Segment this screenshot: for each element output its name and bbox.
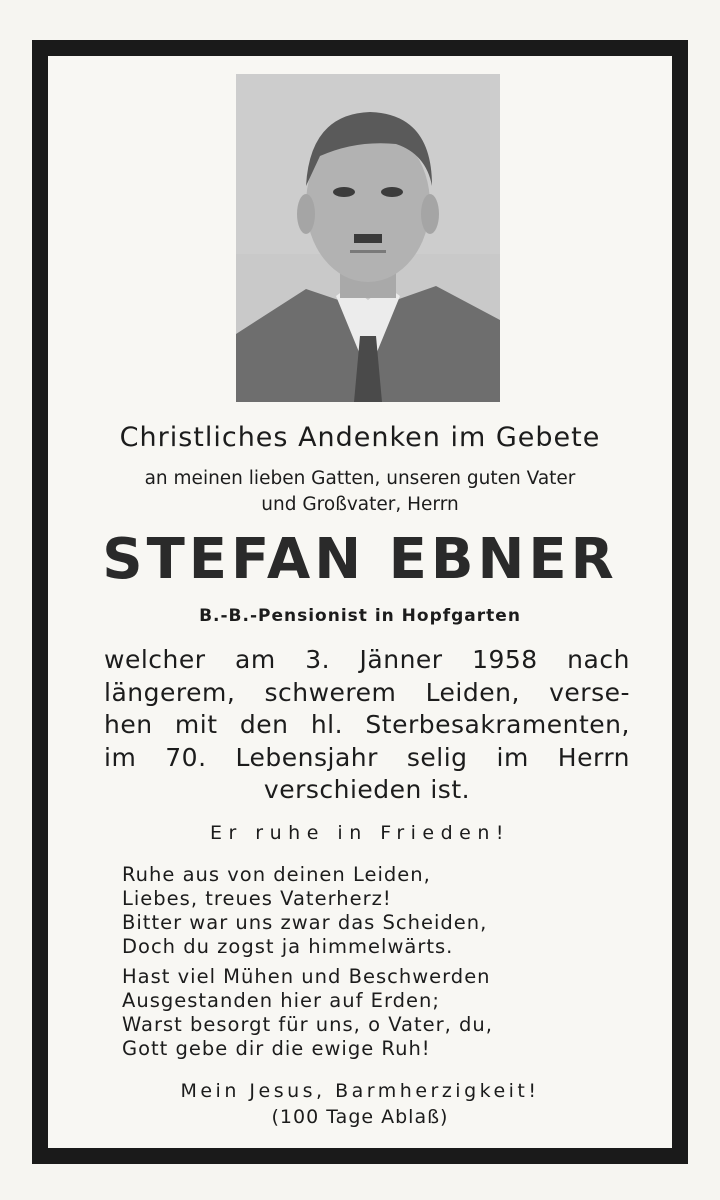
dedication xyxy=(48,466,672,518)
word: nach xyxy=(567,645,630,674)
poem-line: Ausgestanden hier auf Erden; xyxy=(122,989,440,1012)
poem-line: Gott gebe dir die ewige Ruh! xyxy=(122,1037,431,1060)
word: im xyxy=(104,742,137,772)
poem-line: Liebes, treues Vaterherz! xyxy=(122,887,392,910)
word: Jänner xyxy=(359,645,443,674)
word: Lebensjahr xyxy=(235,742,378,772)
death-text-line: verschieden ist. xyxy=(263,775,471,804)
dedication-line: an meinen lieben Gatten, unseren guten Vater xyxy=(144,468,576,489)
word: Leiden, xyxy=(425,677,520,707)
word: hen xyxy=(104,710,153,739)
word: welcher xyxy=(104,645,206,674)
death-text-line xyxy=(104,677,630,710)
word: 3. xyxy=(305,645,331,674)
poem-line: Ruhe aus von deinen Leiden, xyxy=(122,863,431,886)
card-heading: Christliches Andenken im Gebete xyxy=(119,422,601,453)
word: hl. xyxy=(310,710,344,739)
poem-line: Doch du zogst ja himmelwärts. xyxy=(122,935,454,958)
death-text-line xyxy=(104,644,630,677)
word: 70. xyxy=(165,742,207,772)
rest-in-peace: Er ruhe in Frieden! xyxy=(209,822,511,844)
death-text-line xyxy=(104,742,630,775)
poem-line: Bitter war uns zwar das Scheiden, xyxy=(122,911,488,934)
death-notice-text xyxy=(104,644,630,807)
portrait-photo xyxy=(236,74,500,402)
occupation: B.-B.-Pensionist in Hopfgarten xyxy=(199,606,521,626)
word: längerem, xyxy=(104,677,236,707)
word: im xyxy=(496,742,529,772)
poem-line: Hast viel Mühen und Beschwerden xyxy=(122,965,491,988)
prayer-line: Mein Jesus, Barmherzigkeit! xyxy=(180,1080,540,1102)
poem-line: Warst besorgt für uns, o Vater, du, xyxy=(122,1013,493,1036)
poem-stanza-2 xyxy=(122,965,562,1061)
word: verse- xyxy=(549,677,630,707)
deceased-name: STEFAN EBNER xyxy=(102,527,618,592)
word: selig xyxy=(406,742,468,772)
word: Sterbesakramenten, xyxy=(365,710,630,739)
word: Herrn xyxy=(557,742,630,772)
poem-stanza-1 xyxy=(122,863,562,959)
indulgence-line: (100 Tage Ablaß) xyxy=(271,1106,449,1128)
word: schwerem xyxy=(264,677,397,707)
dedication-line: und Großvater, Herrn xyxy=(261,494,459,515)
death-text-line xyxy=(104,709,630,742)
word: am xyxy=(235,645,276,674)
word: den xyxy=(239,710,289,739)
word: mit xyxy=(174,710,218,739)
word: 1958 xyxy=(472,645,538,674)
